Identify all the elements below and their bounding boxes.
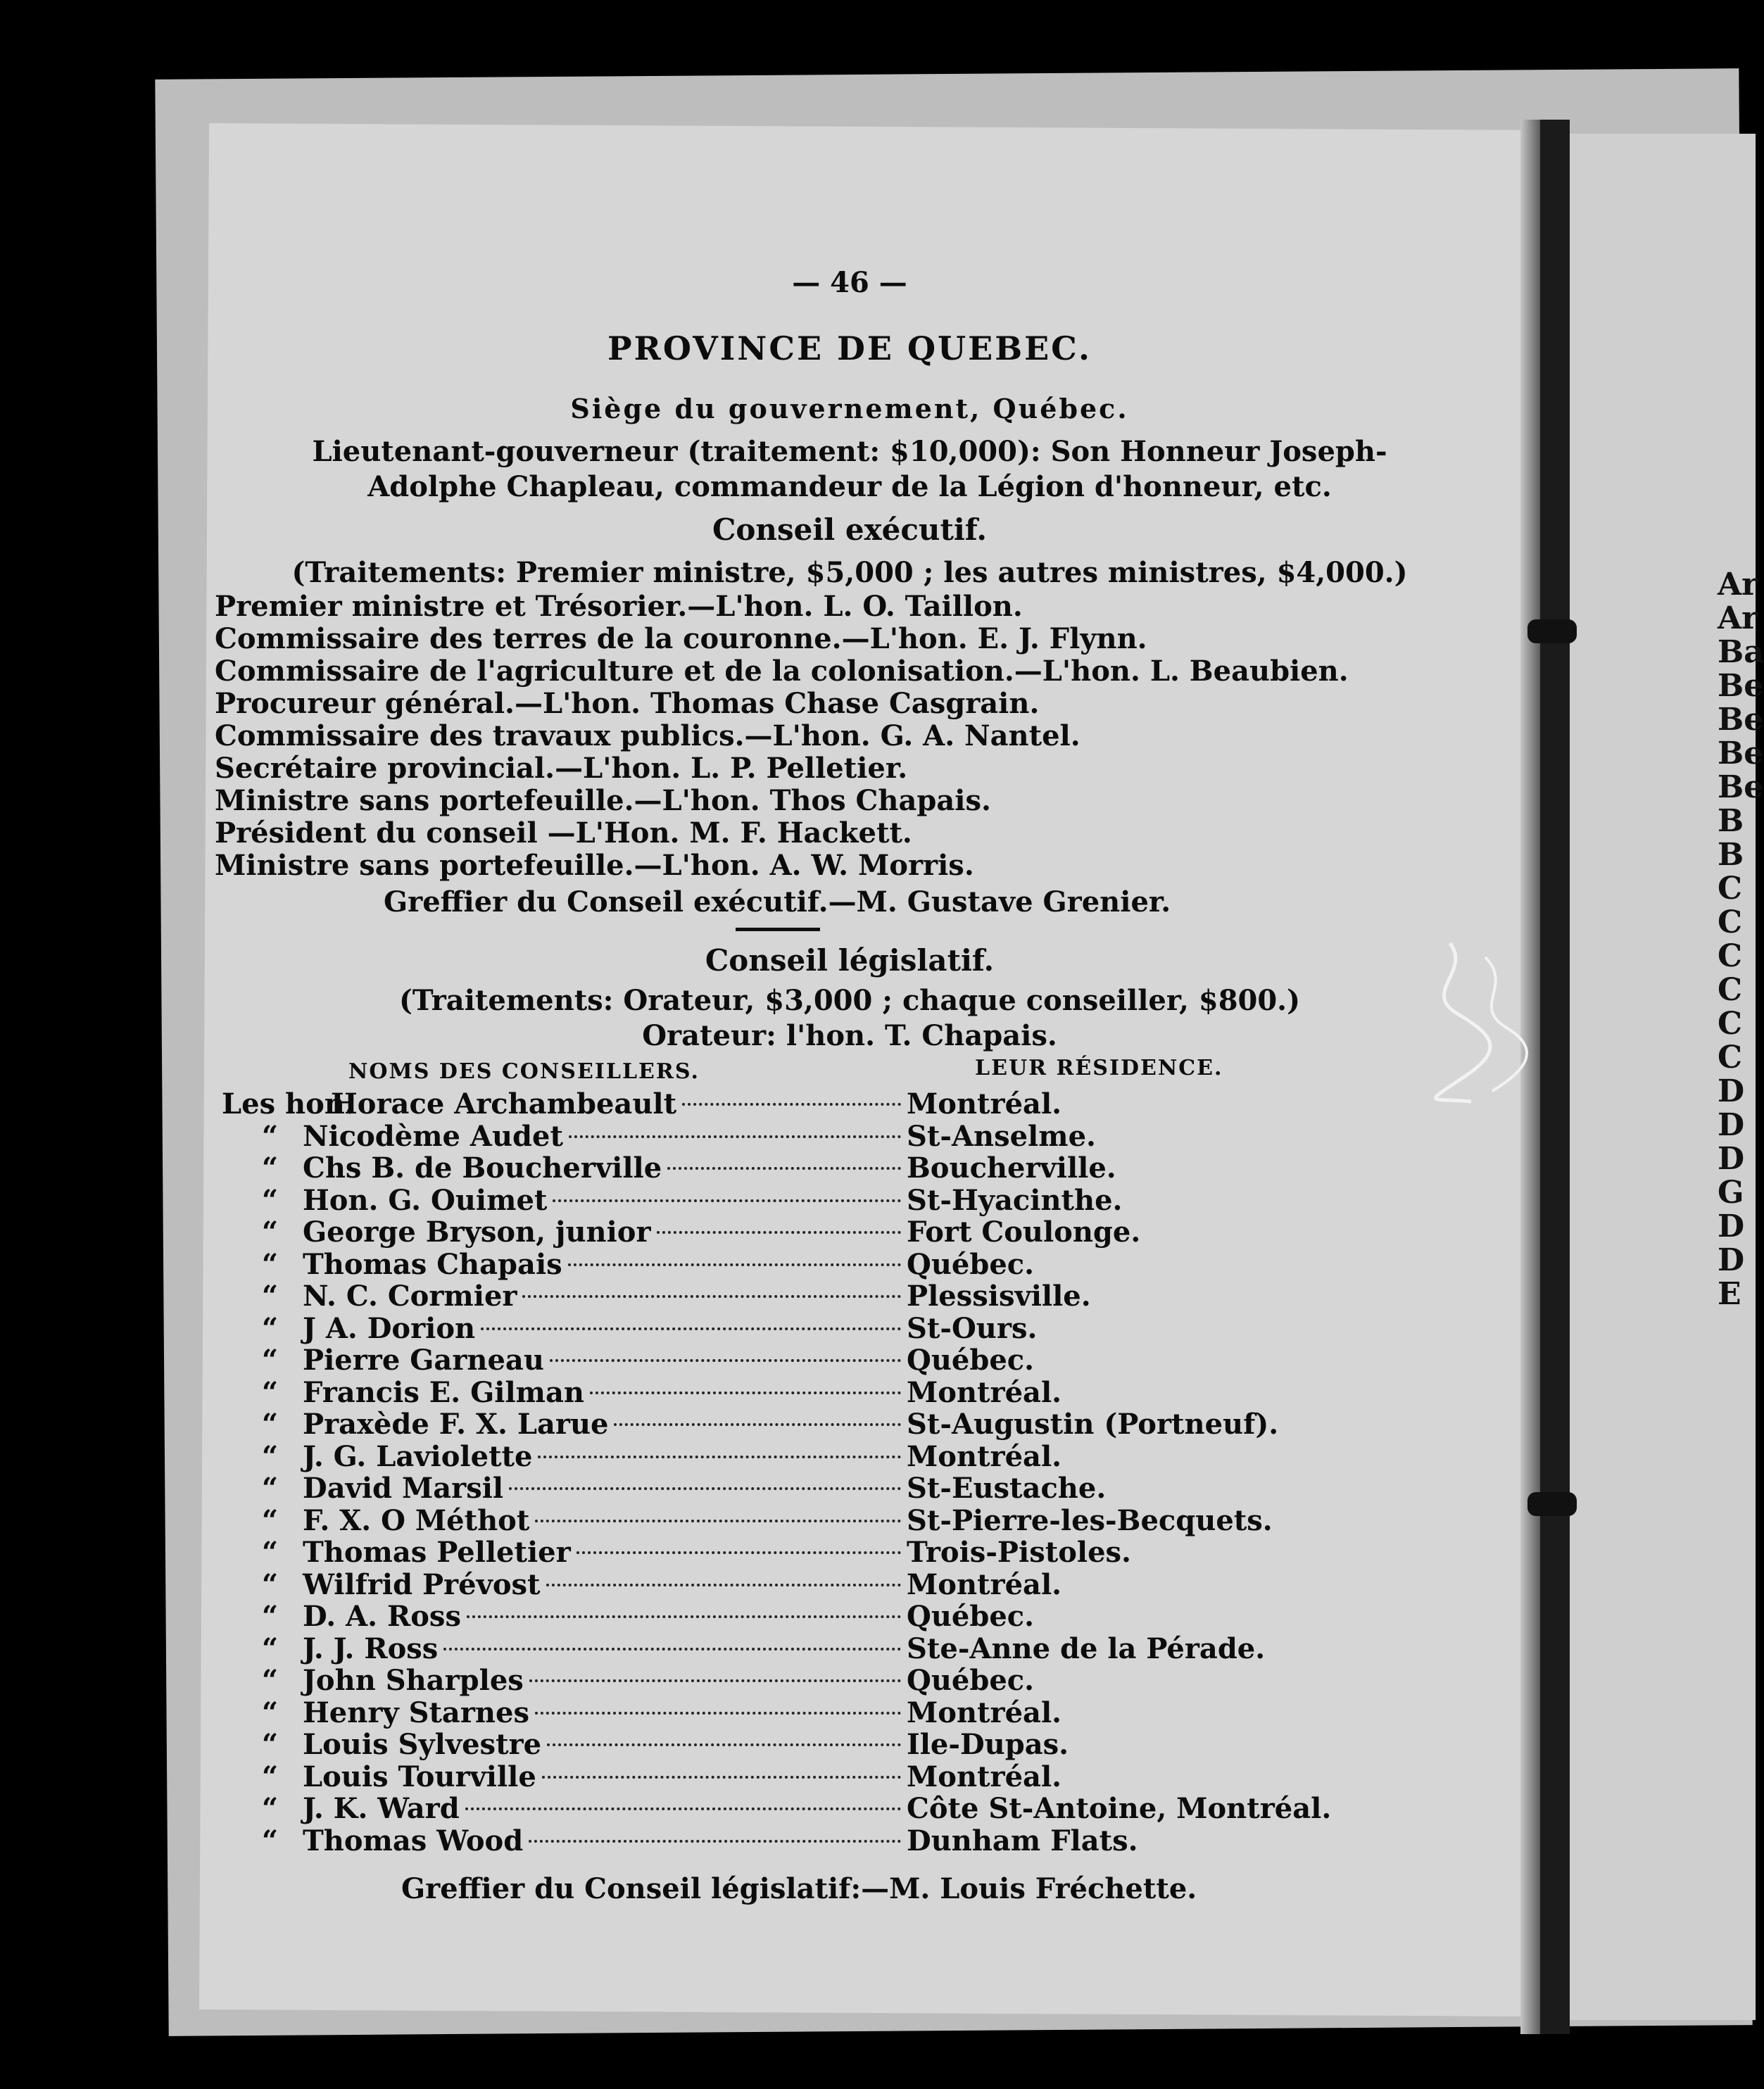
councillor-name: D. A. Ross bbox=[303, 1600, 461, 1633]
councillor-row bbox=[0, 1184, 1756, 1216]
councillor-row bbox=[0, 1600, 1756, 1632]
councillor-row bbox=[0, 1472, 1756, 1504]
ditto-mark: “ bbox=[262, 1311, 279, 1345]
dot-leader bbox=[547, 1743, 901, 1746]
councillor-row bbox=[0, 1760, 1756, 1793]
margin-letter: D bbox=[1718, 1107, 1745, 1143]
margin-letter: C bbox=[1718, 1006, 1743, 1042]
dot-leader bbox=[535, 1520, 901, 1522]
executive-council-heading: Conseil exécutif. bbox=[712, 512, 988, 547]
ditto-mark: “ bbox=[262, 1536, 279, 1569]
dot-leader bbox=[529, 1679, 901, 1682]
councillor-row bbox=[0, 1664, 1756, 1696]
councillor-name: Nicodème Audet bbox=[303, 1119, 563, 1153]
margin-letter: Be bbox=[1718, 668, 1764, 704]
councillor-name: N. C. Cormier bbox=[303, 1280, 517, 1313]
councillor-residence: Québec. bbox=[907, 1344, 1035, 1377]
margin-letter: Ar bbox=[1718, 600, 1758, 636]
column-header-residence: LEUR RÉSIDENCE. bbox=[975, 1056, 1223, 1080]
margin-letter: Be bbox=[1718, 702, 1764, 738]
councillor-residence: Montréal. bbox=[907, 1567, 1062, 1601]
dot-leader bbox=[590, 1391, 901, 1394]
ditto-mark: “ bbox=[262, 1280, 279, 1313]
margin-letter: E bbox=[1718, 1276, 1741, 1312]
councillor-row bbox=[0, 1087, 1756, 1120]
executive-member: Secrétaire provincial.—L'hon. L. P. Pelletier. bbox=[215, 752, 908, 785]
page-title: PROVINCE DE QUEBEC. bbox=[607, 329, 1092, 367]
councillor-residence: St-Augustin (Portneuf). bbox=[907, 1408, 1279, 1441]
councillor-name: Louis Tourville bbox=[303, 1760, 536, 1793]
councillor-row bbox=[0, 1216, 1756, 1248]
margin-letter: C bbox=[1718, 904, 1743, 940]
ditto-mark: “ bbox=[262, 1503, 279, 1537]
binding-stitch bbox=[1527, 619, 1577, 643]
councillor-row bbox=[0, 1568, 1756, 1601]
councillor-residence: St-Hyacinthe. bbox=[907, 1183, 1123, 1217]
councillor-name: Henry Starnes bbox=[303, 1696, 529, 1729]
executive-member: Commissaire des travaux publics.—L'hon. G. A. Nantel. bbox=[215, 719, 1081, 752]
lieutenant-governor-line-2: Adolphe Chapleau, commandeur de la Légion d'honneur, etc. bbox=[367, 470, 1332, 503]
councillor-row bbox=[0, 1120, 1756, 1152]
dot-leader bbox=[538, 1456, 901, 1458]
seat-of-government: Siège du gouvernement, Québec. bbox=[570, 393, 1129, 424]
legislative-council-speaker: Orateur: l'hon. T. Chapais. bbox=[642, 1019, 1057, 1052]
section-rule bbox=[736, 928, 820, 931]
ditto-mark: “ bbox=[262, 1216, 279, 1249]
margin-letter: Be bbox=[1718, 769, 1764, 805]
margin-letter: D bbox=[1718, 1208, 1745, 1244]
dot-leader bbox=[568, 1263, 901, 1266]
councillor-name: Chs B. de Boucherville bbox=[303, 1151, 662, 1185]
councillor-residence: Boucherville. bbox=[907, 1151, 1116, 1185]
councillor-row bbox=[0, 1728, 1756, 1760]
ditto-mark: “ bbox=[262, 1632, 279, 1665]
ditto-mark: “ bbox=[262, 1664, 279, 1697]
margin-letter: B bbox=[1718, 837, 1744, 873]
ditto-mark: “ bbox=[262, 1375, 279, 1409]
ditto-mark: “ bbox=[262, 1728, 279, 1761]
councillor-residence: Ile-Dupas. bbox=[907, 1728, 1069, 1761]
ditto-mark: “ bbox=[262, 1472, 279, 1505]
councillor-row bbox=[0, 1696, 1756, 1729]
legislative-council-clerk: Greffier du Conseil législatif:—M. Louis Fréchette. bbox=[401, 1872, 1197, 1905]
councillor-row bbox=[0, 1344, 1756, 1376]
executive-council-clerk: Greffier du Conseil exécutif.—M. Gustave Grenier. bbox=[384, 885, 1171, 919]
councillor-name: Wilfrid Prévost bbox=[303, 1567, 541, 1601]
margin-letter: Be bbox=[1718, 736, 1764, 771]
councillor-residence: Québec. bbox=[907, 1247, 1035, 1281]
legislative-council-salaries: (Traitements: Orateur, $3,000 ; chaque conseiller, $800.) bbox=[398, 984, 1301, 1017]
dot-leader bbox=[529, 1840, 901, 1843]
councillor-residence: Ste-Anne de la Pérade. bbox=[907, 1632, 1266, 1665]
ditto-mark: “ bbox=[262, 1119, 279, 1153]
executive-member: Procureur général.—L'hon. Thomas Chase Casgrain. bbox=[215, 687, 1040, 720]
ditto-mark: “ bbox=[262, 1824, 279, 1857]
dot-leader bbox=[467, 1615, 901, 1618]
lieutenant-governor-line-1: Lieutenant-gouverneur (traitement: $10,000): Son Honneur Joseph- bbox=[312, 435, 1387, 468]
councillor-row bbox=[0, 1408, 1756, 1440]
margin-letter: C bbox=[1718, 1040, 1743, 1075]
councillor-row bbox=[0, 1504, 1756, 1536]
dot-leader bbox=[569, 1135, 901, 1138]
councillor-name: Thomas Pelletier bbox=[303, 1536, 571, 1569]
councillor-name: Thomas Wood bbox=[303, 1824, 524, 1857]
honorific-prefix: Les hon. bbox=[222, 1087, 355, 1121]
executive-member: Commissaire des terres de la couronne.—L'hon. E. J. Flynn. bbox=[215, 622, 1147, 655]
councillor-row bbox=[0, 1536, 1756, 1568]
executive-member: Commissaire de l'agriculture et de la colonisation.—L'hon. L. Beaubien. bbox=[215, 655, 1349, 688]
councillor-name: Francis E. Gilman bbox=[303, 1375, 584, 1409]
margin-letter: C bbox=[1718, 871, 1743, 907]
dot-leader bbox=[522, 1295, 901, 1298]
councillor-residence: St-Pierre-les-Becquets. bbox=[907, 1503, 1273, 1537]
councillor-row bbox=[0, 1248, 1756, 1280]
legislative-council-heading: Conseil législatif. bbox=[705, 943, 995, 978]
councillor-residence: Québec. bbox=[907, 1600, 1035, 1633]
councillor-name: David Marsil bbox=[303, 1472, 504, 1505]
councillor-name: Horace Archambeault bbox=[331, 1087, 677, 1121]
councillor-residence: Côte St-Antoine, Montréal. bbox=[907, 1792, 1332, 1825]
councillor-name: J. K. Ward bbox=[303, 1792, 460, 1825]
councillor-residence: Montréal. bbox=[907, 1696, 1062, 1729]
councillor-name: J A. Dorion bbox=[303, 1311, 476, 1345]
ditto-mark: “ bbox=[262, 1567, 279, 1601]
executive-member: Président du conseil —L'Hon. M. F. Hackett. bbox=[215, 816, 912, 850]
councillor-name: Thomas Chapais bbox=[303, 1247, 562, 1281]
councillor-residence: Montréal. bbox=[907, 1760, 1062, 1793]
dot-leader bbox=[550, 1359, 901, 1362]
dot-leader bbox=[535, 1712, 901, 1715]
councillor-row bbox=[0, 1376, 1756, 1408]
councillor-residence: Dunham Flats. bbox=[907, 1824, 1138, 1857]
margin-letter: D bbox=[1718, 1242, 1745, 1278]
dot-leader bbox=[481, 1327, 901, 1330]
margin-letter: B bbox=[1718, 803, 1744, 839]
ditto-mark: “ bbox=[262, 1760, 279, 1793]
ditto-mark: “ bbox=[262, 1600, 279, 1633]
dot-leader bbox=[577, 1551, 901, 1554]
margin-letter: C bbox=[1718, 938, 1743, 974]
councillor-row bbox=[0, 1632, 1756, 1665]
ditto-mark: “ bbox=[262, 1247, 279, 1281]
councillor-name: Pierre Garneau bbox=[303, 1344, 544, 1377]
dot-leader bbox=[509, 1487, 901, 1490]
dot-leader bbox=[553, 1199, 901, 1202]
dot-leader bbox=[667, 1167, 901, 1170]
ditto-mark: “ bbox=[262, 1439, 279, 1473]
councillor-name: Louis Sylvestre bbox=[303, 1728, 542, 1761]
councillor-row bbox=[0, 1312, 1756, 1344]
executive-member: Ministre sans portefeuille.—L'hon. Thos Chapais. bbox=[215, 784, 991, 817]
ditto-mark: “ bbox=[262, 1792, 279, 1825]
councillor-residence: Montréal. bbox=[907, 1439, 1062, 1473]
councillor-residence: Trois-Pistoles. bbox=[907, 1536, 1131, 1569]
councillor-name: Praxède F. X. Larue bbox=[303, 1408, 609, 1441]
dot-leader bbox=[465, 1807, 901, 1810]
councillor-residence: Fort Coulonge. bbox=[907, 1216, 1141, 1249]
margin-letter: Ba bbox=[1718, 634, 1764, 670]
councillor-residence: Montréal. bbox=[907, 1375, 1062, 1409]
executive-council-salaries: (Traitements: Premier ministre, $5,000 ; les autres ministres, $4,000.) bbox=[291, 556, 1408, 589]
ditto-mark: “ bbox=[262, 1344, 279, 1377]
executive-member: Ministre sans portefeuille.—L'hon. A. W. Morris. bbox=[215, 849, 974, 882]
margin-letter: Ar bbox=[1718, 567, 1758, 602]
councillor-name: George Bryson, junior bbox=[303, 1216, 651, 1249]
dot-leader bbox=[542, 1776, 901, 1779]
councillor-name: J. J. Ross bbox=[303, 1632, 439, 1665]
councillor-row bbox=[0, 1824, 1756, 1857]
margin-letter: D bbox=[1718, 1073, 1745, 1109]
ditto-mark: “ bbox=[262, 1696, 279, 1729]
councillor-name: J. G. Laviolette bbox=[303, 1439, 533, 1473]
councillor-row bbox=[0, 1151, 1756, 1184]
councillor-residence: Plessisville. bbox=[907, 1280, 1091, 1313]
councillor-row bbox=[0, 1792, 1756, 1824]
councillor-residence: Montréal. bbox=[907, 1087, 1062, 1121]
councillor-name: John Sharples bbox=[303, 1664, 524, 1697]
dot-leader bbox=[657, 1231, 901, 1234]
executive-member: Premier ministre et Trésorier.—L'hon. L. O. Taillon. bbox=[215, 590, 1023, 623]
ditto-mark: “ bbox=[262, 1408, 279, 1441]
margin-letter: G bbox=[1718, 1175, 1744, 1211]
councillor-name: Hon. G. Ouimet bbox=[303, 1183, 548, 1217]
dot-leader bbox=[682, 1103, 901, 1106]
margin-letter: C bbox=[1718, 972, 1743, 1008]
margin-letter: D bbox=[1718, 1141, 1745, 1177]
councillor-residence: Québec. bbox=[907, 1664, 1035, 1697]
dot-leader bbox=[546, 1584, 901, 1586]
councillor-residence: St-Ours. bbox=[907, 1311, 1038, 1345]
councillor-name: F. X. O Méthot bbox=[303, 1503, 530, 1537]
ditto-mark: “ bbox=[262, 1183, 279, 1217]
ditto-mark: “ bbox=[262, 1151, 279, 1185]
councillor-residence: St-Eustache. bbox=[907, 1472, 1107, 1505]
dot-leader bbox=[614, 1423, 901, 1426]
page-number: — 46 — bbox=[792, 266, 907, 299]
councillor-residence: St-Anselme. bbox=[907, 1119, 1096, 1153]
column-header-names: NOMS DES CONSEILLERS. bbox=[348, 1059, 700, 1084]
councillor-row bbox=[0, 1440, 1756, 1472]
dot-leader bbox=[443, 1648, 901, 1651]
councillor-row bbox=[0, 1280, 1756, 1312]
